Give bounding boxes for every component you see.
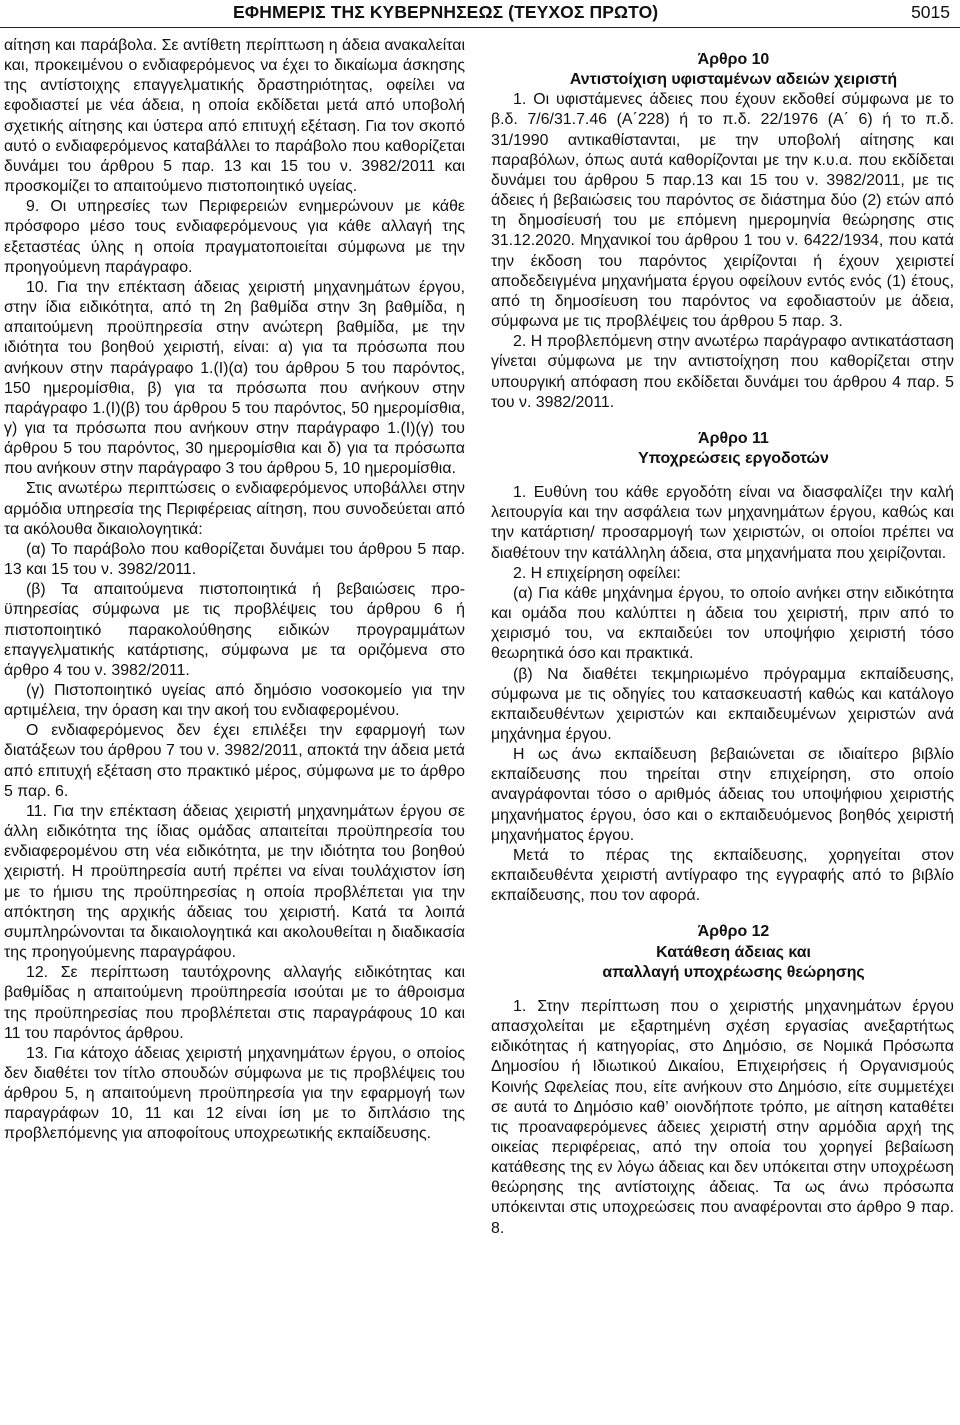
- article-10-title: Αντιστοίχιση υφισταμένων αδειών χειριστή: [569, 71, 898, 89]
- spacer: [491, 36, 954, 50]
- paragraph: 1. Ευθύνη του κάθε εργοδότη είναι να διασφαλίζει την καλή λειτουργία και την ασφάλεια των μηχανημάτων έργου, καθώς και την κατάρτιση/ προσαρμογή των χειριστών, οι οποίοι πρέπει να διαθέτουν την κατάλληλη άδεια, στα μηχανήματα που χειρίζονται.: [491, 484, 954, 562]
- gazette-title: ΕΦΗΜΕΡΙΣ ΤΗΣ ΚΥΒΕΡΝΗΣΕΩΣ (ΤΕΥΧΟΣ ΠΡΩΤΟ): [233, 2, 659, 22]
- paragraph: (α) Για κάθε μηχάνημα έργου, το οποίο ανήκει στην ειδικότητα και ομάδα που καλύπτει η άδεια του χειριστή, πριν από το χειρισμό του, να εκπαιδεύει τον υποψήφιο χειριστή τόσο θεωρητικά όσο και πρακτικά.: [491, 584, 954, 663]
- page-number: 5015: [911, 2, 950, 22]
- paragraph: (α) Το παράβολο που καθορίζεται δυνάμει του άρθρου 5 παρ. 13 και 15 του ν. 3982/2011.: [4, 540, 465, 579]
- paragraph: Η ως άνω εκπαίδευση βεβαιώνεται σε ιδιαίτερο βιβλίο εκπαίδευσης που τηρείται στην επιχείρηση, στο οποίο αναγράφονται τόσο ο αριθμός άδειας του υποψήφιου χειριστής μηχανήματος έργου, όσο και ο εκπαιδευόμενος βοηθός χειριστή μηχανήματος έργου.: [491, 746, 954, 844]
- paragraph: (γ) Πιστοποιητικό υγείας από δημόσιο νοσοκομείο για την αρτιμέλεια, την όραση και την ακοή του ενδιαφερομένου.: [4, 682, 465, 720]
- paragraph: 10. Για την επέκταση άδειας χειριστή μηχανημάτων έργου, στην ίδια ειδικότητα, από τη 2η βαθμίδα στην 3η βαθμίδα, η απαιτούμενη προϋπηρεσία στην ανώτερη βαθμίδα, με την ιδιότητα του βοηθού χειριστή, είναι: α) για τα πρόσωπα που ανήκουν στην παράγραφο 1.(Ι)(α) του άρθρου 5 του παρόντος, 150 ημερομίσθια, β) για τα πρόσωπα που ανήκουν στην παράγραφο 1.(Ι)(β) του άρθρου 5 του παρόντος, 50 ημερομίσθια, γ) για τα πρόσωπα που ανήκουν στην παράγραφο 1.(Ι)(γ) του άρθρου 5 του παρόντος, 30 ημερομίσθια και δ) για τα πρόσωπα που ανήκουν στην παράγραφο 3 του άρθρου 5, 10 ημερομίσθια.: [4, 278, 465, 478]
- paragraph: αίτηση και παράβολα. Σε αντίθετη περίπτωση η άδεια ανακαλείται και, προκειμένου ο ενδιαφερόμενος να έχει το δικαίωμα άσκησης της αντίστοιχης επαγγελματικής δραστηριότητας, οφείλει να εφοδιαστεί με νέα άδεια, η οποία εκδίδεται μετά από υποβολή σχετικής αίτησης και ύστερα από επιτυχή εξέταση. Για τον σκοπό αυτό ο ενδιαφερόμενος καταβάλλει το παράβολο που καθορίζεται δυνάμει του άρθρου 5 παρ. 13 και 15 του ν. 3982/2011 και προσκομίζει το απαιτούμενο πιστοποιητικό υγείας.: [4, 37, 465, 196]
- paragraph: (β) Τα απαιτούμενα πιστοποιητικά ή βεβαιώσεις προϋπηρεσίας σύμφωνα με τις προβλέψεις του άρθρου 6 ή πιστοποιητικό παρακολούθησης ειδικών προγραμμάτων επαγγελματικής κατάρτισης, σύμφωνα με τα οριζόμενα στο άρθρο 4 του ν. 3982/2011.: [4, 581, 465, 679]
- article-11-number: Άρθρο 11: [698, 429, 769, 447]
- paragraph: 1. Στην περίπτωση που ο χειριστής μηχανημάτων έργου απασχολείται με εξαρτημένη σχέση εργασίας ανεξαρτήτως ειδικότητας ή κατηγορίας, στο Δημόσιο, σε Νομικά Πρόσωπα Δημοσίου ή Ιδιωτικού Δικαίου, Επιχειρήσεις ή Οργανισμούς Κοινής Ωφελείας που, είτε ανήκουν στο Δημόσιο, είτε συμμετέχει σε αυτά το Δημόσιο καθ’ οιονδήποτε τρόπο, με αίτηση καταθέτει τις προαναφερόμενες άδειες χειριστή στην αρμόδια αρχή της οικείας περιφέρειας, από την οποία του χορηγεί βεβαίωση κατάθεσης της εν λόγω άδειας και δεν υπόκειται στην υποχρέωση θεώρησης της αντίστοιχης άδειας. Τα ως άνω πρόσωπα υπόκεινται στις υποχρεώσεις που αναφέρονται στο άρθρο 9 παρ. 8.: [491, 997, 954, 1237]
- right-column: [491, 36, 954, 1239]
- paragraph: 13. Για κάτοχο άδειας χειριστή μηχανημάτων έργου, ο οποίος δεν διαθέτει τον τίτλο σπουδών σύμφωνα με τις προβλέψεις του άρθρου 5, η απαιτούμενη προϋπηρεσία για την εφαρμογή των παραγράφων 10, 11 και 12 είναι ίση με το διπλάσιο της προβλεπόμενης για αποφοίτους υποχρεωτικής εκπαίδευσης.: [4, 1044, 465, 1143]
- paragraph: 1. Οι υφιστάμενες άδειες που έχουν εκδοθεί σύμφωνα με το β.δ. 7/6/31.7.46 (Α΄228) ή το π.δ. 22/1976 (Α΄ 6) ή το π.δ. 31/1990 αντικαθίστανται, με την υποβολή αίτησης και παραβόλων, όπως αυτά καθορίζονται με την κ.υ.α. που εκδίδεται δυνάμει του άρθρου 5 παρ.13 και 15 του ν. 3982/2011, με τις άδειες ή βεβαιώσεις του παρόντος σε διάστημα δύο (2) ετών από τη δημοσίευσή του με επόμενη ημερομηνία θεώρησης στις 31.12.2020. Μηχανικοί του άρθρου 1 του ν. 6422/1934, που κατά την έκδοση του παρόντος χειρίζονται ή έχουν χειριστεί αποδεδειγμένα μηχανήματα έργου οφείλουν εντός ενός (1) έτους, από τη δημοσίευση του παρόντος να εφοδιαστούν με άδεια, σύμφωνα με τις προβλέψεις του άρθρου 5 παρ. 3.: [491, 91, 954, 331]
- paragraph: Στις ανωτέρω περιπτώσεις ο ενδιαφερόμενος υποβάλλει στην αρμόδια υπηρεσία της Περιφέρειας αίτηση, που συνοδεύεται από τα ακόλουθα δικαιολογητικά:: [4, 480, 465, 538]
- spacer: [491, 983, 954, 997]
- paragraph: 9. Οι υπηρεσίες των Περιφερειών ενημερώνουν με κάθε πρόσφορο μέσο τους ενδιαφερόμενους για κάθε αλλαγή της εξεταστέας ύλης η οποία πραγματοποιείται σύμφωνα με την προηγούμενη παράγραφο.: [4, 198, 465, 276]
- spacer: [491, 906, 954, 922]
- paragraph: Μετά το πέρας της εκπαίδευσης, χορηγείται στον εκπαιδευθέντα χειριστή αντίγραφο της εγγραφής από το βιβλίο εκπαίδευσης, που τον αφορά.: [491, 846, 954, 905]
- paragraph: 2. Η προβλεπόμενη στην ανωτέρω παράγραφο αντικατάσταση γίνεται σύμφωνα με την αντιστοίχηση που καθορίζεται στην υπουργική απόφαση που εκδίδεται δυνάμει του άρθρου 4 παρ. 5 του ν. 3982/2011.: [491, 333, 954, 411]
- spacer: [491, 413, 954, 429]
- article-11-title: Υποχρεώσεις εργοδοτών: [638, 449, 829, 467]
- paragraph: Ο ενδιαφερόμενος δεν έχει επιλέξει την εφαρμογή των διατάξεων του άρθρου 7 του ν. 3982/2011, αποκτά την άδεια μετά από επιτυχή εξέταση στο πρακτικό μέρος, σύμφωνα με το άρθρο 5 παρ. 6.: [4, 722, 465, 800]
- paragraph: (β) Να διαθέτει τεκμηριωμένο πρόγραμμα εκπαίδευσης, σύμφωνα με τις οδηγίες του κατασκευαστή καθώς και κατάλογο εκπαιδευθέντων χειριστών και εκπαιδευμένων χειριστών ανά μηχάνημα έργου.: [491, 665, 954, 743]
- page-header: [0, 0, 960, 30]
- header-divider: [0, 27, 960, 28]
- paragraph: 11. Για την επέκταση άδειας χειριστή μηχανημάτων έργου σε άλλη ειδικότητα της ίδιας ομάδας απαιτείται προϋπηρεσία του ενδιαφερομένου στη νέα ειδικότητα, με την ιδιότητα του βοηθού χειριστή. Η προϋπηρεσία αυτή πρέπει να είναι τουλάχιστον ίση με το ήμισυ της προϋπηρεσίας η οποία προβλέπεται για την απόκτηση της αρχικής άδειας του χειριστή. Κατά τα λοιπά συμπληρώνονται τα δικαιολογητικά και ακολουθείται η διαδικασία της προηγούμενης παραγράφου.: [4, 802, 465, 962]
- left-column: [4, 36, 465, 1145]
- article-12-title-line-2: απαλλαγή υποχρέωσης θεώρησης: [602, 963, 865, 981]
- article-10-number: Άρθρο 10: [697, 51, 770, 68]
- article-12-number: Άρθρο 12: [697, 923, 770, 941]
- paragraph: 2. Η επιχείρηση οφείλει:: [513, 564, 681, 582]
- spacer: [491, 469, 954, 483]
- paragraph: 12. Σε περίπτωση ταυτόχρονης αλλαγής ειδικότητας και βαθμίδας η απαιτούμενη προϋπηρεσία ισούται με το άθροισμα της προϋπηρεσίας που προβλέπεται στις παραγράφους 10 και 11 του παρόντος άρθρου.: [4, 964, 465, 1042]
- article-12-title-line-1: Κατάθεση άδειας και: [656, 943, 811, 961]
